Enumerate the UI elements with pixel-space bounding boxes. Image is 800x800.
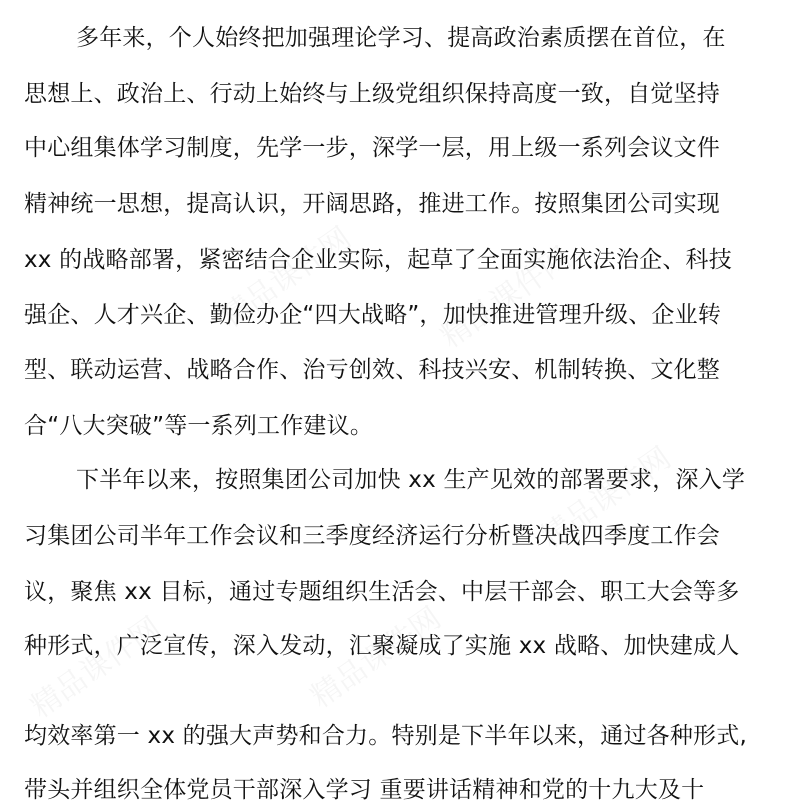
watermark: 精品课件网 [534,440,678,556]
paragraph-1-line-1: 多年来，个人始终把加强理论学习、提高政治素质摆在首位，在 [76,25,726,51]
paragraph-1-line-6: 强企、人才兴企、勤俭办企“四大战略”，加快推进管理升级、企业转 [24,302,722,328]
paragraph-2-line-2: 习集团公司半年工作会议和三季度经济运行分析暨决战四季度工作会 [24,523,720,549]
paragraph-2-line-4: 种形式，广泛宣传，深入发动，汇聚凝成了实施 xx 战略、加快建成人 [24,633,740,659]
paragraph-1-line-4: 精神统一思想，提高认识，开阔思路，推进工作。按照集团公司实现 [24,191,720,217]
paragraph-2-line-1: 下半年以来，按照集团公司加快 xx 生产见效的部署要求，深入学 [76,467,746,493]
paragraph-1-line-5: xx 的战略部署，紧密结合企业实际，起草了全面实施依法治企、科技 [24,247,732,273]
paragraph-1-line-8: 合“八大突破”等一系列工作建议。 [24,413,374,439]
watermark: 精品课件网 [214,220,358,336]
paragraph-1-line-7: 型、联动运营、战略合作、治亏创效、科技兴安、机制转换、文化整 [24,357,720,383]
watermark: 精品课件网 [434,240,578,356]
watermark: 精品课件网 [304,600,448,716]
paragraph-2-line-3: 议，聚焦 xx 目标，通过专题组织生活会、中层干部会、职工大会等多 [24,579,740,605]
paragraph-1-line-3: 中心组集体学习制度，先学一步，深学一层，用上级一系列会议文件 [24,135,720,161]
paragraph-2-line-6: 带头并组织全体党员干部深入学习 重要讲话精神和党的十九大及十 [24,777,705,800]
paragraph-2-line-5: 均效率第一 xx 的强大声势和合力。特别是下半年以来，通过各种形式, [24,723,747,749]
watermark: 精品课件网 [24,610,168,726]
paragraph-1-line-2: 思想上、政治上、行动上始终与上级党组织保持高度一致，自觉坚持 [24,81,720,107]
